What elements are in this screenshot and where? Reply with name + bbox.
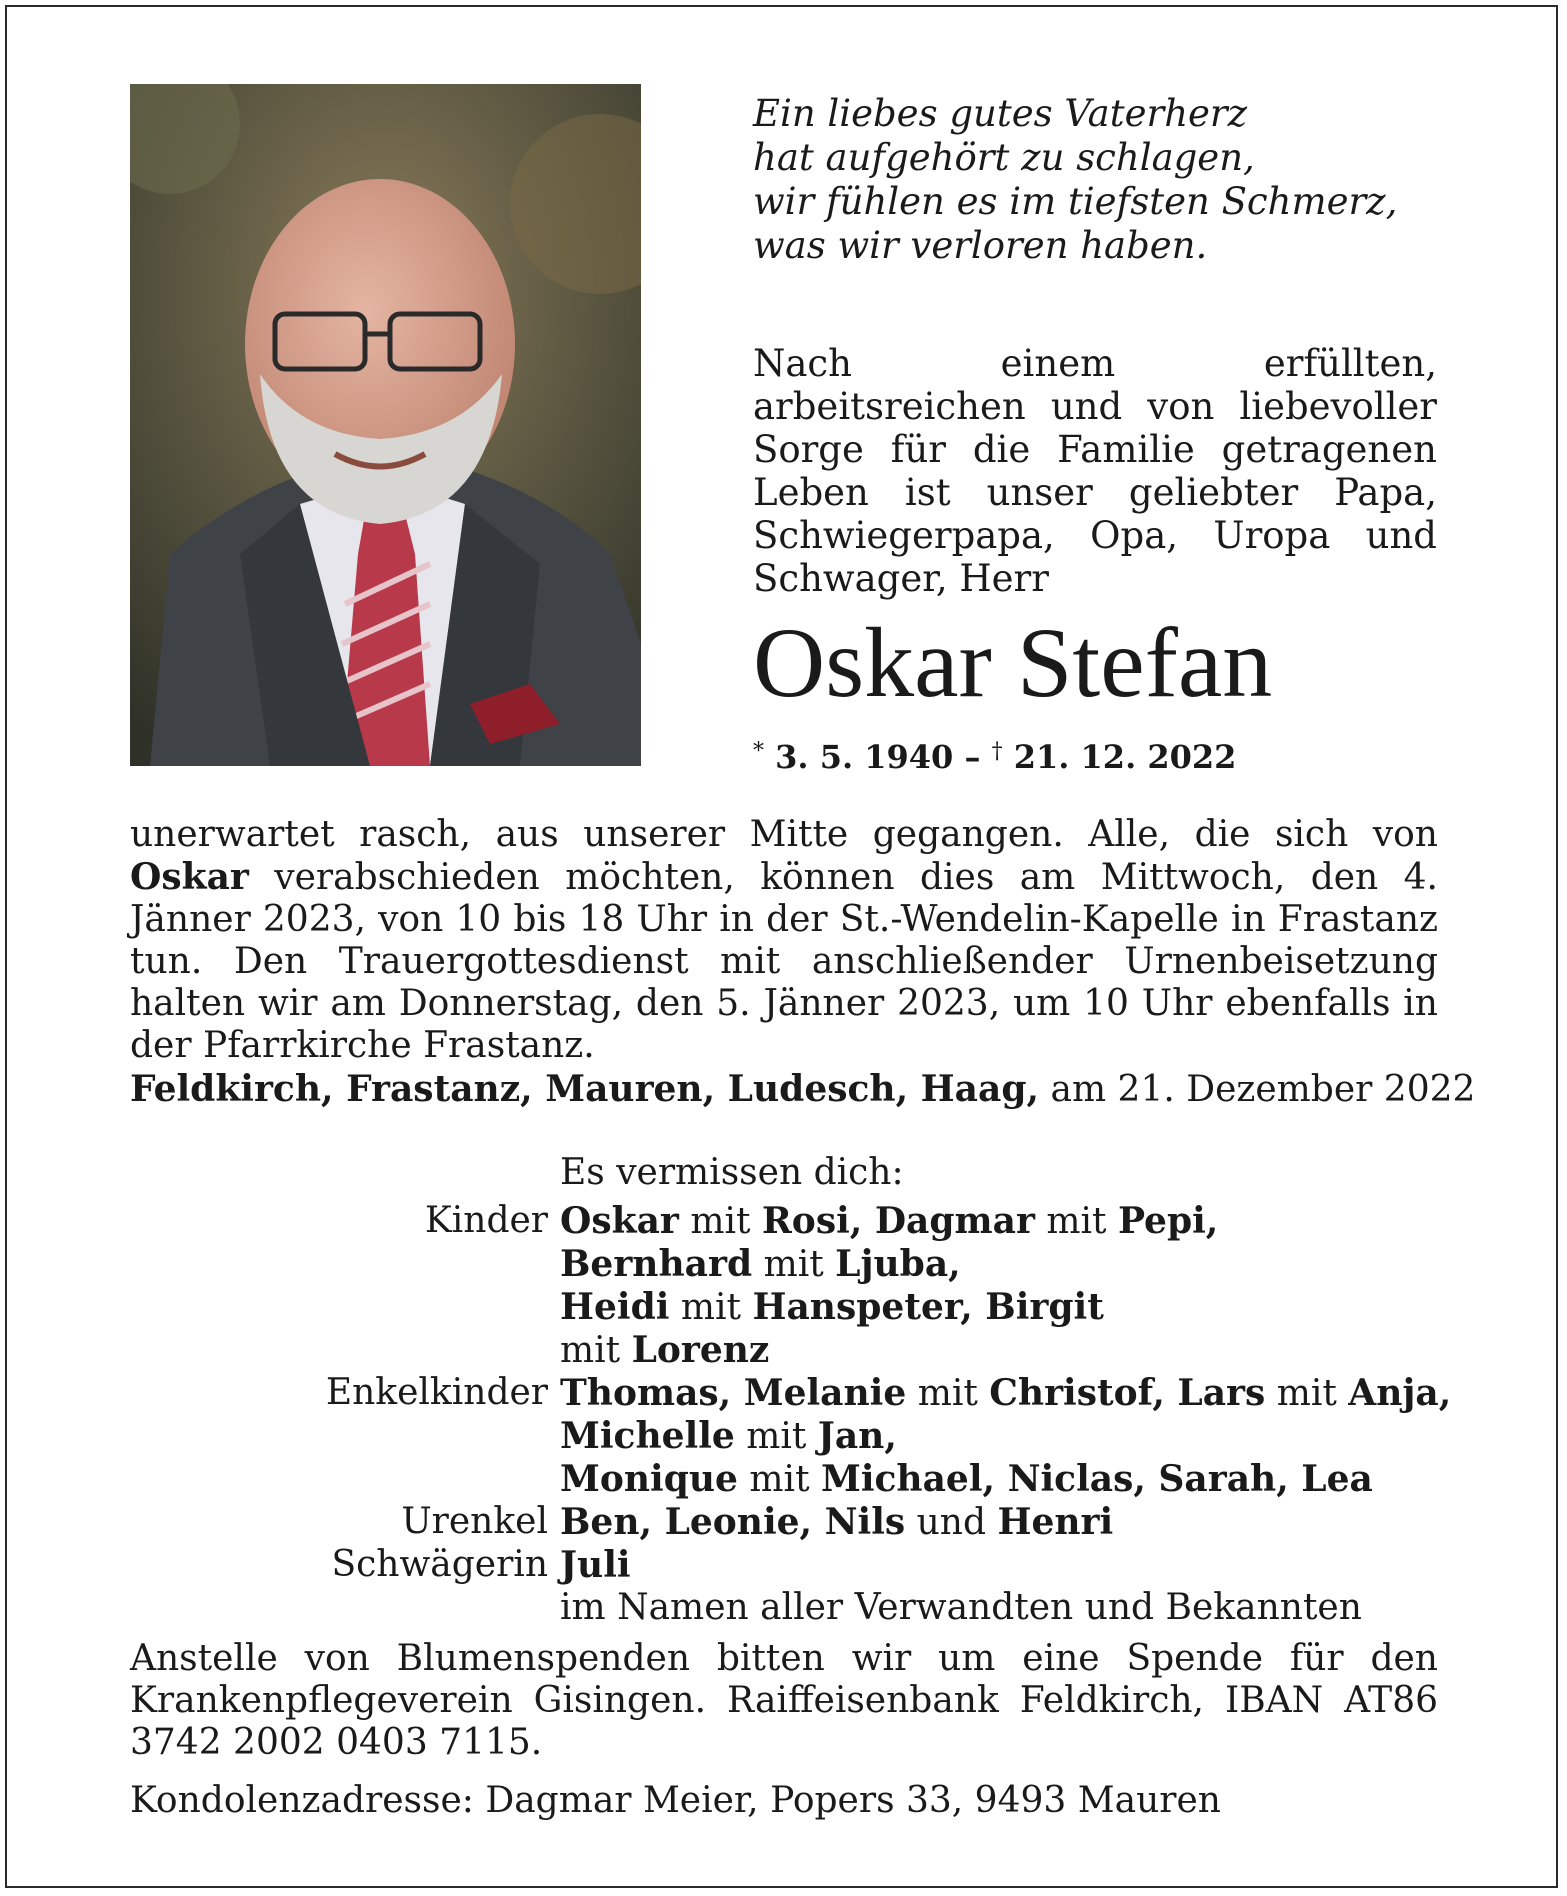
intro-paragraph: Nach einem erfüllten, arbeitsreichen und von liebevoller Sorge für die Familie getragenen Leben ist unser geliebter Papa, Schwiegerpapa, Opa, Uropa und Schwager, Herr <box>753 342 1437 600</box>
mourner-line: Ben, Leonie, Nils und Henri <box>560 1501 1114 1543</box>
poem <box>753 92 1453 268</box>
mourner-line: Bernhard mit Ljuba, <box>560 1243 961 1285</box>
body-text: unerwartet rasch, aus unserer Mitte gegangen. Alle, die sich von <box>130 814 1438 855</box>
date-separator: – <box>953 738 992 776</box>
death-symbol: † <box>991 739 1003 764</box>
body-text: verabschieden möchten, können dies am Mittwoch, den 4. Jänner 2023, von 10 bis 18 Uhr in der St.-Wendelin-Kapelle in Frastanz tun. Den Trauergottesdienst mit anschließender Urnenbeisetzung halten wir am Donnerstag, den 5. Jänner 2023, um 10 Uhr ebenfalls in der Pfarrkirche Frastanz. <box>130 857 1438 1066</box>
mourners-group-enkelkinder <box>180 1372 1480 1501</box>
mourner-line: Michelle mit Jan, <box>560 1415 897 1457</box>
mourner-line: Monique mit Michael, Niclas, Sarah, Lea <box>560 1458 1373 1500</box>
mourner-line: mit Lorenz <box>560 1329 770 1371</box>
condolence-address: Kondolenzadresse: Dagmar Meier, Popers 33, 9493 Mauren <box>130 1780 1221 1821</box>
life-dates <box>753 732 1236 777</box>
body-name-bold: Oskar <box>130 856 249 898</box>
notice-date: am 21. Dezember 2022 <box>1039 1069 1476 1110</box>
mourner-line: Oskar mit Rosi, Dagmar mit Pepi, <box>560 1200 1219 1242</box>
death-date: 21. 12. 2022 <box>1013 738 1237 776</box>
mourners-group-kinder <box>180 1200 1480 1372</box>
poem-line: was wir verloren haben. <box>753 224 1208 267</box>
funeral-details-paragraph <box>130 814 1438 1067</box>
mourners-heading: Es vermissen dich: <box>560 1152 904 1193</box>
mourners-list <box>180 1200 1480 1629</box>
towns: Feldkirch, Frastanz, Mauren, Ludesch, Haag, <box>130 1068 1040 1110</box>
group-label: Kinder <box>424 1200 548 1241</box>
deceased-name: Oskar Stefan <box>753 607 1273 718</box>
mourner-line: Juli <box>560 1544 631 1586</box>
poem-line: hat aufgehört zu schlagen, <box>753 136 1255 179</box>
birth-date: 3. 5. 1940 <box>775 738 954 776</box>
group-label: Enkelkinder <box>325 1372 548 1413</box>
mourners-closing: im Namen aller Verwandten und Bekannten <box>560 1587 1362 1628</box>
place-and-date <box>130 1068 1475 1111</box>
poem-line: wir fühlen es im tiefsten Schmerz, <box>753 180 1398 223</box>
donation-paragraph: Anstelle von Blumenspenden bitten wir um eine Spende für den Krankenpflegeverein Gisingen. Raiffeisenbank Feldkirch, IBAN AT86 3742 2002 0403 7115. <box>130 1638 1438 1763</box>
birth-symbol: * <box>753 739 764 764</box>
mourners-group-schwaegerin <box>180 1544 1480 1629</box>
mourner-line: Heidi mit Hanspeter, Birgit <box>560 1286 1104 1328</box>
mourners-group-urenkel <box>180 1501 1480 1544</box>
group-label: Urenkel <box>401 1501 548 1542</box>
group-label: Schwägerin <box>331 1544 548 1585</box>
mourner-line: Thomas, Melanie mit Christof, Lars mit Anja, <box>560 1372 1452 1414</box>
portrait-photo <box>130 84 641 766</box>
poem-line: Ein liebes gutes Vaterherz <box>753 92 1248 135</box>
